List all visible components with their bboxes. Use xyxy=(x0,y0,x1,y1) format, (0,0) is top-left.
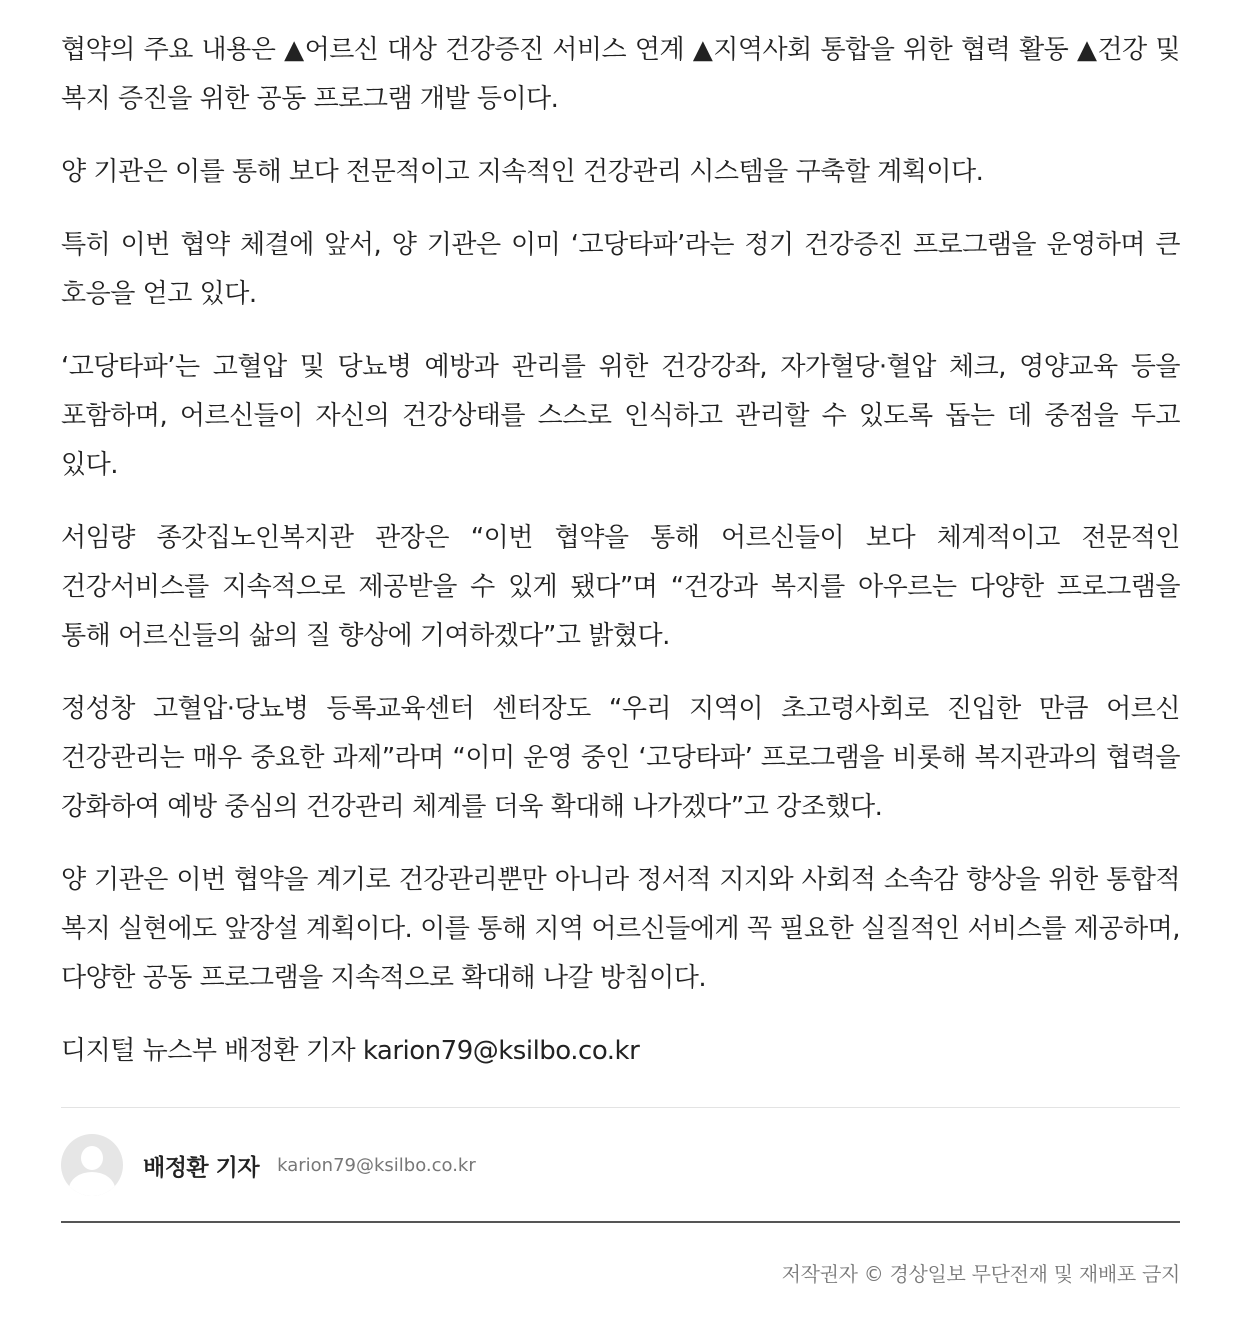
article-paragraph: 서임량 종갓집노인복지관 관장은 “이번 협약을 통해 어르신들이 보다 체계적이고 전문적인 건강서비스를 지속적으로 제공받을 수 있게 됐다”며 “건강과 복지를 아우르는 다양한 프로그램을 통해 어르신들의 삶의 질 향상에 기여하겠다”고 밝혔다. xyxy=(61,523,1180,651)
section-divider xyxy=(61,1107,1180,1108)
article-body xyxy=(61,26,1180,1100)
article-paragraph: ‘고당타파’는 고혈압 및 당뇨병 예방과 관리를 위한 건강강좌, 자가혈당·혈압 체크, 영양교육 등을 포함하며, 어르신들이 자신의 건강상태를 스스로 인식하고 관리할 수 있도록 돕는 데 중점을 두고 있다. xyxy=(61,352,1180,480)
reporter-box xyxy=(61,1133,1180,1197)
reporter-name[interactable]: 배정환 기자 xyxy=(143,1154,260,1181)
article-byline: 디지털 뉴스부 배정환 기자 karion79@ksilbo.co.kr xyxy=(61,1036,640,1066)
reporter-email[interactable]: karion79@ksilbo.co.kr xyxy=(277,1154,476,1176)
footer-divider xyxy=(61,1221,1180,1223)
article-paragraph: 협약의 주요 내용은 ▲어르신 대상 건강증진 서비스 연계 ▲지역사회 통합을 위한 협력 활동 ▲건강 및 복지 증진을 위한 공동 프로그램 개발 등이다. xyxy=(61,35,1180,114)
copyright-notice: 저작권자 © 경상일보 무단전재 및 재배포 금지 xyxy=(781,1262,1180,1286)
user-avatar-icon[interactable] xyxy=(61,1134,123,1196)
article-paragraph: 양 기관은 이를 통해 보다 전문적이고 지속적인 건강관리 시스템을 구축할 계획이다. xyxy=(61,157,984,187)
article-paragraph: 특히 이번 협약 체결에 앞서, 양 기관은 이미 ‘고당타파’라는 정기 건강증진 프로그램을 운영하며 큰 호응을 얻고 있다. xyxy=(61,230,1180,309)
article-paragraph: 양 기관은 이번 협약을 계기로 건강관리뿐만 아니라 정서적 지지와 사회적 소속감 향상을 위한 통합적 복지 실현에도 앞장설 계획이다. 이를 통해 지역 어르신들에게 꼭 필요한 실질적인 서비스를 제공하며, 다양한 공동 프로그램을 지속적으로 확대해 나갈 방침이다. xyxy=(61,865,1180,993)
article-paragraph: 정성창 고혈압·당뇨병 등록교육센터 센터장도 “우리 지역이 초고령사회로 진입한 만큼 어르신 건강관리는 매우 중요한 과제”라며 “이미 운영 중인 ‘고당타파’ 프로그램을 비롯해 복지관과의 협력을 강화하여 예방 중심의 건강관리 체계를 더욱 확대해 나가겠다”고 강조했다. xyxy=(61,694,1180,822)
